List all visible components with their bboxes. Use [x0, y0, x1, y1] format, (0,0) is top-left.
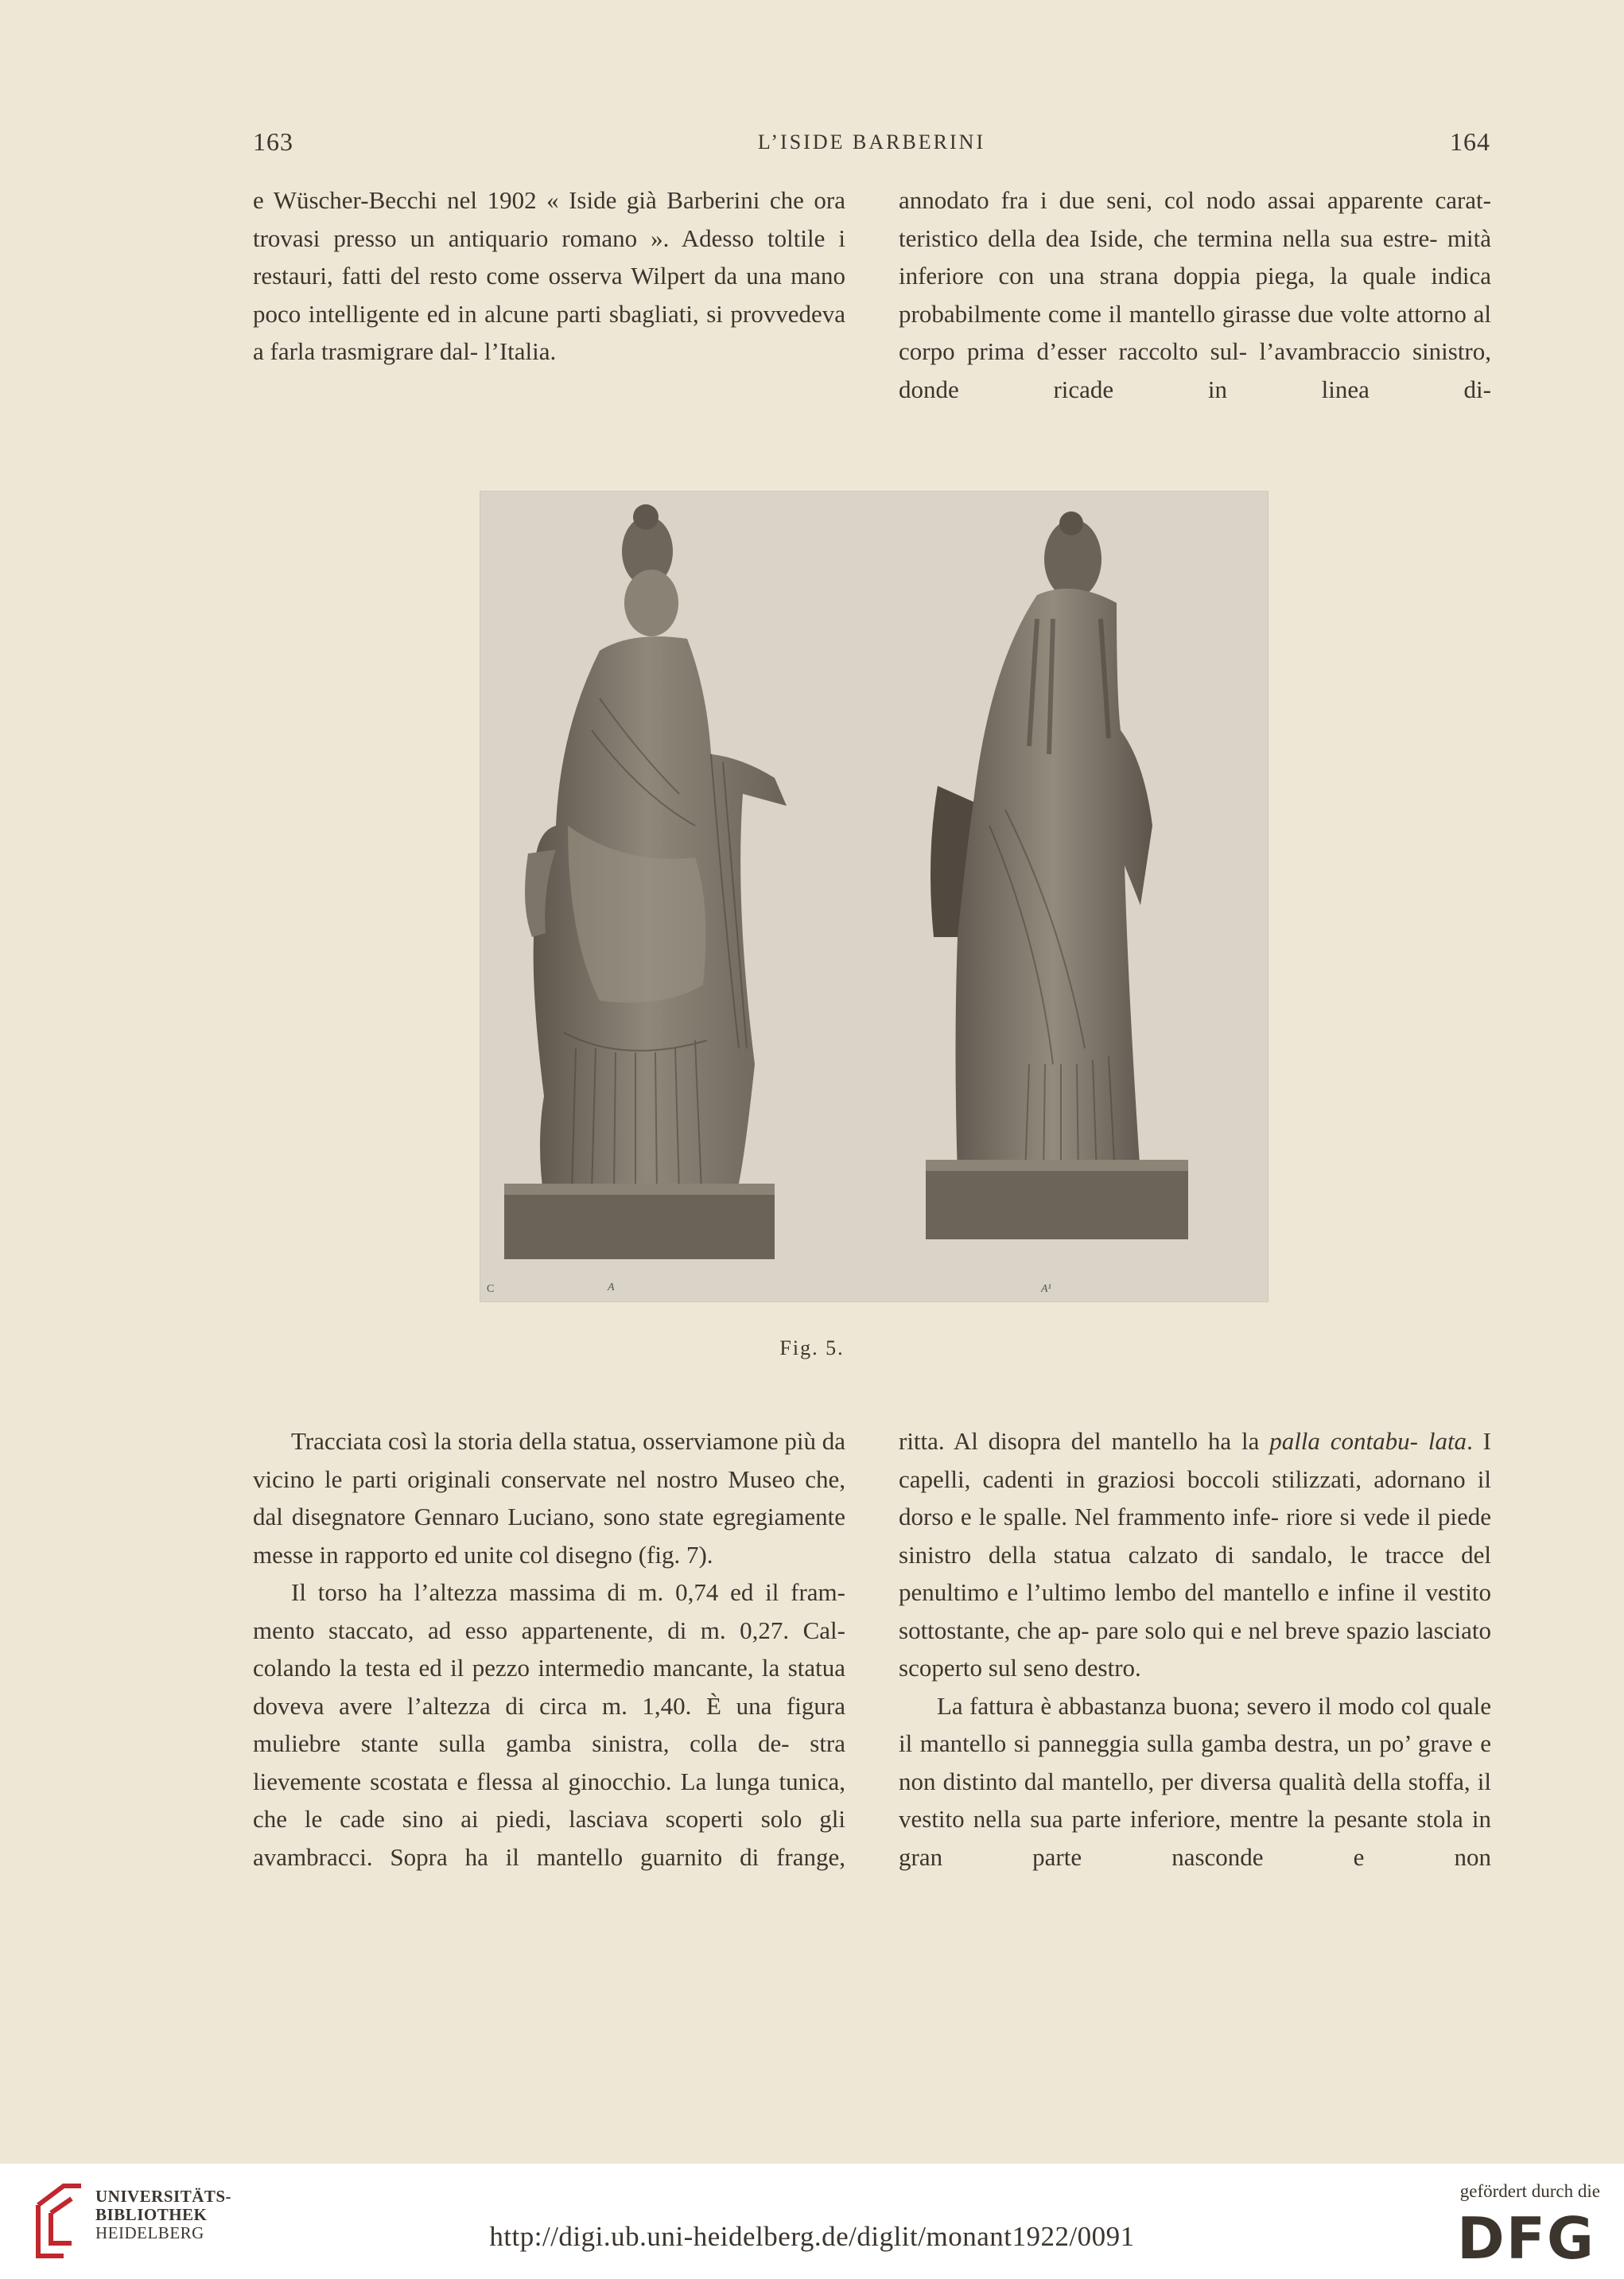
text-column-bottom-left — [253, 1422, 845, 1876]
text-line: Museo che, dal disegnatore Gennaro Luciano, sono state — [253, 1464, 846, 1530]
text-line: l’avambraccio sinistro, donde ricade in linea di- — [899, 337, 1492, 403]
text-line: col quale il mantello si panneggia sulla gamba destra, — [899, 1691, 1492, 1757]
italic-term: palla contabu- — [1269, 1427, 1418, 1455]
text-line: La fattura è abbastanza buona; severo il modo — [937, 1691, 1395, 1720]
running-title: L’ISIDE BARBERINI — [757, 130, 986, 154]
italic-term: lata — [1428, 1427, 1467, 1455]
text-line: tunica, che le cade sino ai piedi, lasciava scoperti solo gli — [253, 1767, 845, 1833]
text-line: toltile i restauri, fatti del resto come osserva Wilpert — [253, 224, 846, 290]
text-line: mento staccato, ad esso appartenente, di m. 0,27. Cal- — [253, 1616, 845, 1644]
permalink[interactable]: http://digi.ub.uni-heidelberg.de/diglit/monant1922/0091 — [489, 2221, 1135, 2252]
library-name-line: BIBLIOTHEK — [95, 2205, 208, 2224]
text-line: sbagliati, si provvedeva a farla trasmigrare dal- — [253, 299, 846, 365]
text-line: e Wüscher-Becchi nel 1902 « Iside già Barberini che — [253, 186, 804, 214]
text-line: statua doveva avere l’altezza di circa m. 1,40. È una — [253, 1654, 845, 1720]
text-line: mità inferiore con una strana doppia piega, la quale — [899, 224, 1491, 290]
text-column-top-left — [253, 181, 845, 371]
text-line: mentre la pesante stola in gran parte nasconde e non — [899, 1805, 1492, 1871]
text-line: sul seno destro. — [988, 1654, 1141, 1682]
mark-c: C — [487, 1283, 495, 1295]
page-number-right: 164 — [1450, 127, 1490, 156]
text-line: ora trovasi presso un antiquario romano ». Adesso — [253, 186, 846, 252]
text-column-bottom-right — [899, 1422, 1491, 1876]
figure-caption: Fig. 5. — [779, 1336, 845, 1359]
funded-by-label: gefördert durch die — [1459, 2181, 1600, 2201]
text-line: più da vicino le parti originali conservate nel nostro — [253, 1427, 846, 1493]
text-line: Il torso ha l’altezza massima di m. 0,74 ed il fram- — [291, 1578, 845, 1606]
text-line: pare solo qui e nel breve spazio lasciato scoperto — [899, 1616, 1491, 1682]
text-line: stra lievemente scostata e flessa al ginocchio. La lunga — [253, 1729, 846, 1795]
text-line: qualità della stoffa, il vestito nella sua parte inferiore, — [899, 1767, 1491, 1833]
statue-photograph — [480, 491, 1269, 1302]
text-line: annodato fra i due seni, col nodo assai apparente carat- — [899, 186, 1491, 214]
text-line: teristico della dea Iside, che termina nella sua estre- — [899, 224, 1438, 252]
text-line: avambracci. Sopra ha il mantello guarnito di frange, — [253, 1842, 845, 1871]
text-line: . I capelli, cadenti in graziosi boccoli stilizzati, — [899, 1427, 1491, 1493]
text-line: del mantello e infine il vestito sottostante, che ap- — [899, 1578, 1492, 1644]
text-line: da una mano poco intelligente ed in alcune parti — [253, 262, 846, 328]
mark-a1: A¹ — [1041, 1283, 1051, 1295]
text-line: adornano il dorso e le spalle. Nel frammento infe- — [899, 1464, 1491, 1530]
page-number-left: 163 — [253, 127, 293, 156]
text-line: riore si vede il piede sinistro della statua calzato di — [899, 1503, 1492, 1569]
library-name-line: UNIVERSITÄTS- — [95, 2187, 232, 2206]
text-line: colando la testa ed il pezzo intermedio mancante, la — [253, 1654, 780, 1682]
text-column-top-right — [899, 181, 1491, 408]
text-line: sandalo, le tracce del penultimo e l’ultimo lembo — [899, 1540, 1492, 1606]
library-name-line: HEIDELBERG — [95, 2223, 204, 2242]
text-line: indica probabilmente come il mantello girasse due — [899, 262, 1491, 328]
mark-a: A — [608, 1281, 615, 1293]
dfg-logo: DFG — [1456, 2205, 1595, 2272]
text-line: egregiamente messe in rapporto ed unite col disegno — [253, 1503, 846, 1569]
text-line: l’Italia. — [484, 337, 557, 365]
text-line: ritta. Al disopra del mantello ha la — [899, 1427, 1270, 1455]
text-line: Tracciata così la storia della statua, osserviamone — [291, 1427, 779, 1455]
text-line: figura muliebre stante sulla gamba sinistra, colla de- — [253, 1691, 846, 1757]
text-line: volte attorno al corpo prima d’esser raccolto sul- — [899, 299, 1491, 365]
text-line: un po’ grave e non distinto dal mantello, per diversa — [899, 1729, 1492, 1795]
running-header — [253, 127, 1490, 167]
text-line: (fig. 7). — [638, 1540, 713, 1569]
